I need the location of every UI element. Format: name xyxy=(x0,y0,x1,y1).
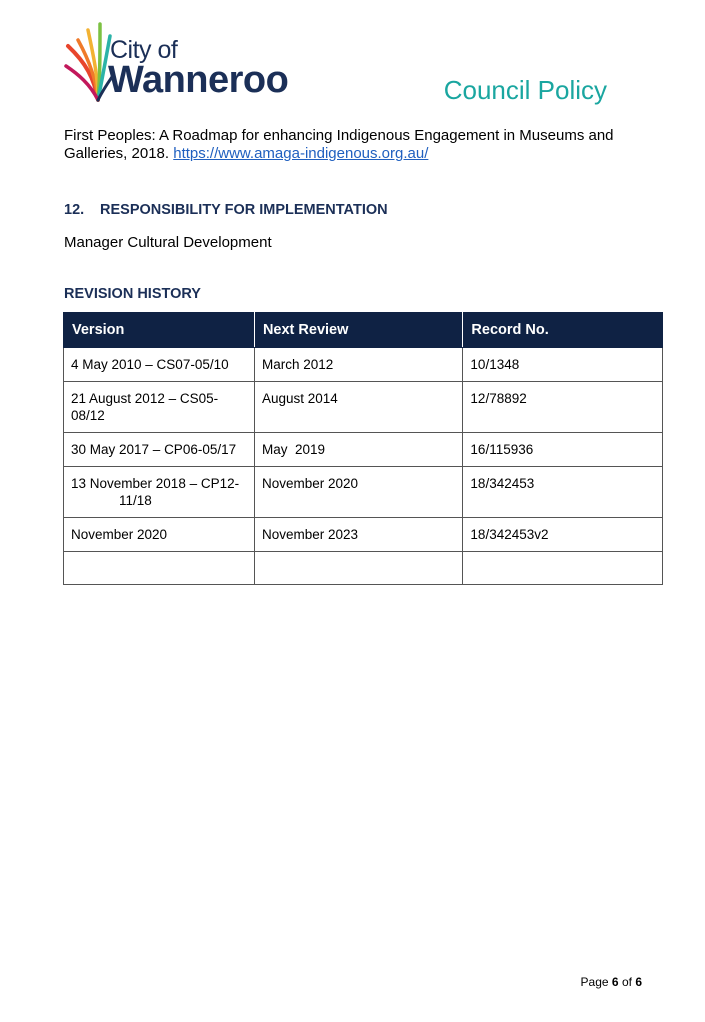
next-review-cell: August 2014 xyxy=(254,382,462,433)
next-review-cell: May 2019 xyxy=(254,433,462,467)
record-no-cell: 10/1348 xyxy=(463,348,663,382)
version-cell: 30 May 2017 – CP06-05/17 xyxy=(64,433,255,467)
logo-plant-icon xyxy=(64,18,114,102)
table-row xyxy=(64,433,663,467)
logo-city-of-text: City of xyxy=(110,36,178,64)
table-row-empty xyxy=(64,552,663,585)
version-cell-line1: 13 November 2018 – CP12- xyxy=(71,476,240,491)
intro-text: First Peoples: A Roadmap for enhancing Indigenous Engagement in Museums and Galleries, 2018. xyxy=(64,127,614,162)
page-total: 6 xyxy=(635,975,642,989)
version-cell-line2: 11/18 xyxy=(119,493,152,508)
intro-paragraph xyxy=(64,127,644,163)
table-row xyxy=(64,382,663,433)
column-header-next-review: Next Review xyxy=(254,313,462,348)
version-cell: November 2020 xyxy=(64,518,255,552)
column-header-record-no: Record No. xyxy=(463,313,663,348)
page-prefix: Page xyxy=(580,975,609,989)
version-cell xyxy=(64,467,255,518)
table-header-row xyxy=(64,313,663,348)
next-review-cell: November 2020 xyxy=(254,467,462,518)
next-review-cell: March 2012 xyxy=(254,348,462,382)
table-row xyxy=(64,467,663,518)
next-review-cell xyxy=(254,552,462,585)
record-no-cell: 18/342453v2 xyxy=(463,518,663,552)
column-header-version: Version xyxy=(64,313,255,348)
table-row xyxy=(64,518,663,552)
section-number: 12. xyxy=(64,202,85,218)
page-of: of xyxy=(621,975,632,989)
version-cell xyxy=(64,552,255,585)
revision-history-table xyxy=(63,312,663,585)
responsibility-text: Manager Cultural Development xyxy=(64,234,272,251)
version-cell: 4 May 2010 – CS07-05/10 xyxy=(64,348,255,382)
record-no-cell xyxy=(463,552,663,585)
section-12-heading xyxy=(64,202,388,218)
next-review-cell: November 2023 xyxy=(254,518,462,552)
revision-history-heading: REVISION HISTORY xyxy=(64,286,201,302)
logo-wanneroo-text: Wanneroo xyxy=(108,59,289,101)
city-of-wanneroo-logo xyxy=(64,18,294,102)
table-row xyxy=(64,348,663,382)
amaga-indigenous-link[interactable]: https://www.amaga-indigenous.org.au/ xyxy=(173,145,429,162)
version-cell: 21 August 2012 – CS05-08/12 xyxy=(64,382,255,433)
page-current: 6 xyxy=(611,975,619,989)
record-no-cell: 18/342453 xyxy=(463,467,663,518)
record-no-cell: 16/115936 xyxy=(463,433,663,467)
record-no-cell: 12/78892 xyxy=(463,382,663,433)
page-number xyxy=(581,975,642,989)
document-type-title: Council Policy xyxy=(443,75,607,105)
section-title: RESPONSIBILITY FOR IMPLEMENTATION xyxy=(100,202,388,218)
